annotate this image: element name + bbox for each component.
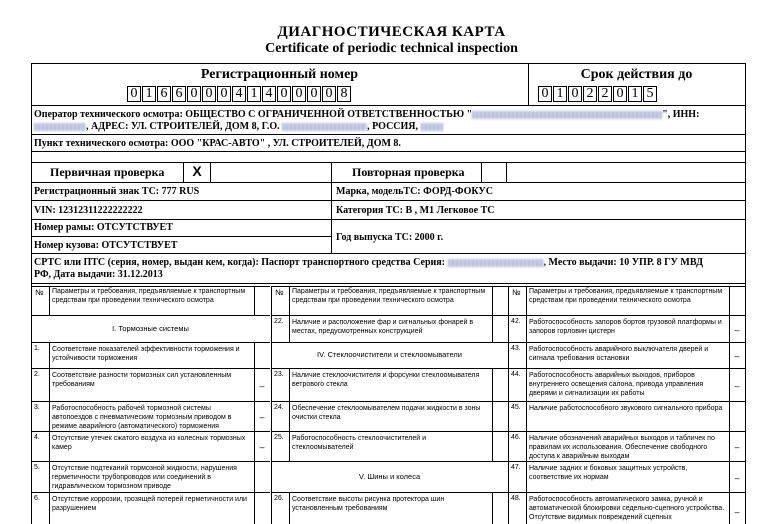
table-row-mark: –: [259, 442, 265, 452]
validity-date-digit: 5: [643, 86, 657, 102]
table-number-header: №: [275, 288, 284, 297]
table-row-text: Соответствие показателей эффективности торможения и устойчивости торможения: [52, 346, 240, 362]
vehicle-category: Категория ТС: B , M1 Легковое ТС: [336, 205, 495, 216]
registration-number-digit: 4: [262, 86, 276, 102]
validity-date-digit: 0: [613, 86, 627, 102]
validity-date-digit: 0: [538, 86, 552, 102]
table-row-mark: –: [734, 472, 740, 483]
primary-check-label: Первичная проверка: [50, 165, 165, 179]
table-row-text: Наличие обозначений аварийных выходов и табличек по правилам их использования. Обеспечение свободного доступа к аварийным выходам: [529, 435, 715, 460]
table-parameter-header: Параметры и требования, предъявляемые к транспортным средствам при проведении технического осмотра: [529, 288, 723, 304]
table-row-number: 43.: [511, 345, 521, 352]
table-row-number: 42.: [511, 318, 521, 325]
make-model: Марка, модельТС: ФОРД-ФОКУС: [336, 186, 493, 197]
vehicle-document-line-1: СРТС или ПТС (серия, номер, выдан кем, когда): Паспорт транспортного средства Серия: , Место выдачи: 10 УПР. 8 ГУ МВД: [34, 257, 703, 268]
table-row-number: 48.: [511, 495, 521, 502]
registration-number-digit: 0: [307, 86, 321, 102]
table-row-mark: –: [734, 351, 740, 361]
registration-number-digit: 8: [337, 86, 351, 102]
vehicle-document-line-2: РФ, Дата выдачи: 31.12.2013: [34, 269, 163, 280]
table-row-text: Отсутствие коррозии, грозящей потерей герметичности или разрушением: [52, 496, 247, 512]
registration-number-digit: 0: [292, 86, 306, 102]
table-row-text: Работоспособность аварийного выключателя дверей и сигнала требования остановки: [529, 346, 709, 362]
table-row-text: Наличие стеклоочистителя и форсунки стеклоомывателя ветрового стекла: [292, 372, 480, 388]
registration-number-digit: 6: [157, 86, 171, 102]
table-row-number: 26.: [274, 495, 284, 502]
validity-label: Срок действия до: [580, 67, 693, 82]
table-row-text: Работоспособность стеклоочистителей и стеклоомывателей: [292, 435, 426, 451]
table-row-text: Отсутствие подтеканий тормозной жидкости, нарушения герметичности трубопроводов или соединений в гидравлическом тормозном приводе: [52, 465, 237, 490]
table-row-text: Соответствие высоты рисунка протектора шин установленным требованиям: [292, 496, 445, 512]
table-row-text: Работоспособность автоматического замка, ручной и автоматической блокировки седельно-сцепного устройства. Отсутствие видимых повреждений сцепных: [529, 496, 725, 521]
document-subtitle: Certificate of periodic technical inspection: [265, 41, 518, 56]
table-row-number: 45.: [511, 404, 521, 411]
table-row-number: 4.: [34, 434, 40, 441]
table-section-heading: I. Тормозные системы: [112, 323, 189, 333]
body-number: Номер кузова: ОТСУТСТВУЕТ: [34, 240, 178, 251]
registration-number-digit: 0: [322, 86, 336, 102]
table-number-header: №: [512, 288, 521, 297]
registration-number-digit: 0: [202, 86, 216, 102]
table-row-mark: –: [734, 324, 740, 335]
table-section-heading: V. Шины и колеса: [358, 471, 421, 481]
validity-date-digit: 2: [598, 86, 612, 102]
table-parameter-header: Параметры и требования, предъявляемые к транспортным средствам при проведении технического осмотра: [292, 288, 486, 304]
frame-number: Номер рамы: ОТСУТСТВУЕТ: [34, 222, 173, 233]
table-row-number: 1.: [34, 345, 40, 352]
table-row-number: 22.: [274, 318, 284, 325]
registration-number-digit: 4: [232, 86, 246, 102]
operator-line-1: Оператор технического осмотра: ОБЩЕСТВО С ОГРАНИЧЕННОЙ ОТВЕТСТВЕННОСТЬЮ " ", ИНН:: [34, 109, 700, 120]
primary-check-mark: X: [192, 163, 202, 179]
table-number-header: №: [35, 288, 44, 297]
registration-number-digit: 0: [187, 86, 201, 102]
inspection-point: Пункт технического осмотра: ООО "КРАС-АВТО" , УЛ. СТРОИТЕЛЕЙ, ДОМ 8.: [34, 138, 401, 149]
table-row-number: 5.: [34, 464, 40, 471]
operator-line-2: , АДРЕС: УЛ. СТРОИТЕЛЕЙ, ДОМ 8, Г.О. , РОССИЯ,: [34, 121, 443, 132]
vin: VIN: 12312311222222222: [34, 205, 143, 216]
table-section-heading: IV. Стеклоочистители и стеклоомыватели: [317, 350, 462, 359]
registration-number-label: Регистрационный номер: [200, 67, 359, 82]
table-row-number: 23.: [274, 371, 284, 378]
reg-sign: Регистрационный знак ТС: 777 RUS: [34, 186, 200, 197]
table-row-number: 46.: [511, 434, 521, 441]
validity-date-digit: 0: [568, 86, 582, 102]
table-row-text: Наличие задних и боковых защитных устройств, соответствие их нормам: [529, 465, 688, 481]
table-row-number: 44.: [511, 371, 521, 378]
table-row-mark: –: [734, 507, 740, 517]
table-row-number: 47.: [511, 464, 521, 471]
table-row-text: Соответствие разности тормозных сил установленным требованиям: [52, 372, 232, 388]
table-row-number: 2.: [34, 371, 40, 378]
table-row-text: Наличие работоспособного звукового сигнального прибора: [529, 405, 723, 412]
registration-number-digit: 1: [247, 86, 261, 102]
table-row-text: Работоспособность рабочей тормозной системы автопоездов с пневматическим тормозным приводом в режиме аварийного (автоматического) торможения: [52, 405, 232, 430]
manufacture-year: Год выпуска ТС: 2000 г.: [336, 232, 444, 243]
table-row-mark: –: [734, 442, 740, 452]
table-row-number: 24.: [274, 404, 284, 411]
table-row-text: Работоспособность аварийных выходов, приборов внутреннего освещения салона, привода управления дверями и сигнализации их работы: [529, 372, 704, 397]
validity-date-digit: 2: [583, 86, 597, 102]
table-row-mark: –: [259, 380, 265, 391]
validity-date-digit: 1: [553, 86, 567, 102]
document-title: ДИАГНОСТИЧЕСКАЯ КАРТА: [277, 24, 506, 40]
validity-date-digit: 1: [628, 86, 642, 102]
table-row-number: 6.: [34, 495, 40, 502]
table-row-mark: –: [734, 380, 740, 391]
registration-number-digit: 1: [142, 86, 156, 102]
table-row-number: 3.: [34, 404, 40, 411]
table-row-mark: –: [259, 412, 265, 422]
repeat-check-label: Повторная проверка: [352, 165, 465, 179]
registration-number-digit: 0: [217, 86, 231, 102]
table-row-text: Обеспечение стеклоомывателем подачи жидкости в зоны очистки стекла: [292, 405, 481, 421]
registration-number-digit: 0: [127, 86, 141, 102]
table-row-text: Отсутствие утечек сжатого воздуха из колесных тормозных камер: [52, 435, 246, 451]
table-row-text: Наличие и расположение фар и сигнальных фонарей в местах, предусмотренных конструкцией: [292, 319, 474, 335]
table-row-number: 25.: [274, 434, 284, 441]
registration-number-digit: 6: [172, 86, 186, 102]
table-parameter-header: Параметры и требования, предъявляемые к транспортным средствам при проведении технического осмотра: [52, 288, 246, 304]
table-row-text: Работоспособность запоров бортов грузовой платформы и запоров горловин цистерн: [529, 319, 722, 335]
registration-number-digit: 0: [277, 86, 291, 102]
